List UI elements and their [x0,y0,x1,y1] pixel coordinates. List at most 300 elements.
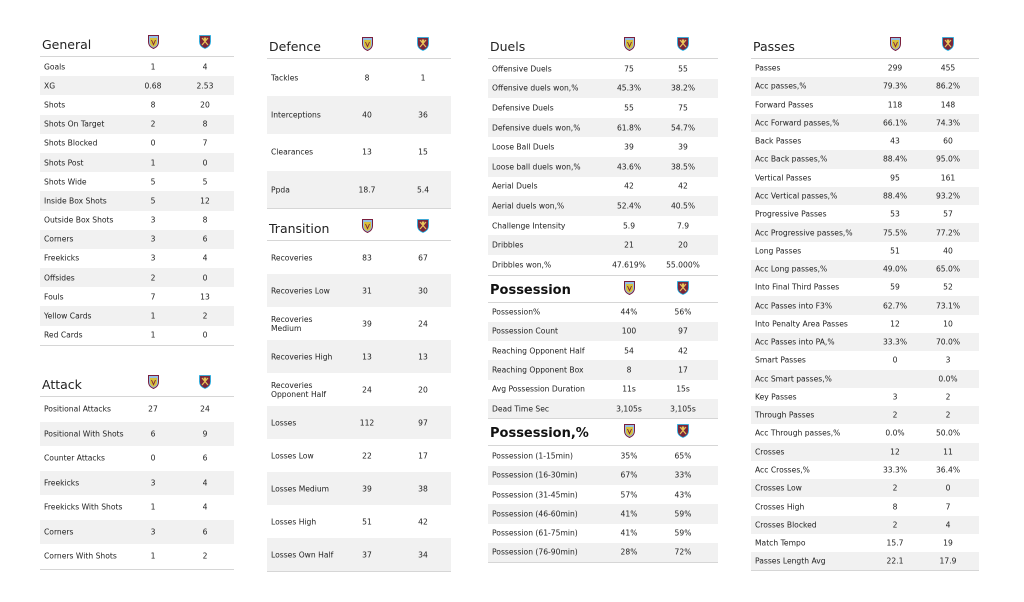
table-row [267,373,451,406]
stat-label: Shots On Target [44,119,105,129]
table-row [40,230,234,249]
table-row [267,307,451,340]
away-value: 7 [945,502,951,511]
away-value: 8 [202,215,208,225]
away-value: 6 [202,453,208,463]
home-value: 0 [150,453,156,463]
table-row [751,150,979,168]
away-value: 4 [202,502,208,512]
away-value: 77.2% [935,228,961,238]
stat-label: Key Passes [755,392,797,402]
stat-label: Goals [44,62,66,72]
table-row [751,278,979,296]
table-row [40,268,234,287]
away-value: 95.0% [935,154,961,164]
stat-label: Inside Box Shots [44,196,107,206]
home-value: 8 [626,365,632,375]
home-value: 28% [620,547,638,557]
west-ham-crest-icon [942,36,953,50]
table-row [751,370,979,388]
section-bottom-divider [40,345,234,346]
home-value: 299 [887,63,903,73]
stat-label: Fouls [44,292,64,302]
away-value: 55.000% [666,260,700,270]
home-value: 88.4% [882,191,908,201]
stat-label: Long Passes [755,246,802,256]
section-title: Attack [42,377,82,392]
aston-villa-crest-icon [148,34,159,48]
table-row [751,333,979,351]
aston-villa-crest-icon [148,374,159,388]
column-4 [751,32,979,571]
column-3 [488,32,718,563]
away-value: 93.2% [935,191,961,201]
defence-header [267,32,451,58]
away-value: 36.4% [935,465,961,475]
table-row [488,360,718,379]
away-value: 33% [674,470,692,480]
home-value: 1 [150,502,156,512]
home-value: 39 [362,319,372,329]
away-value: 54.7% [670,123,696,133]
stat-label: Corners [44,234,74,244]
table-row [488,446,718,465]
attack-rows [40,397,234,569]
away-value: 30 [418,286,428,296]
table-row [751,461,979,479]
stat-label: Counter Attacks [44,453,105,463]
stat-label: Losses [271,418,297,428]
table-row [40,495,234,520]
stat-label: Crosses Low [755,483,802,493]
home-value: 7 [150,292,156,302]
stat-label: Dribbles won,% [492,260,552,270]
away-value: 42 [418,517,428,527]
away-value: 4 [202,478,208,488]
table-row [751,77,979,95]
home-value: 45.3% [616,83,642,93]
column-1 [40,30,234,570]
away-value: 56% [674,307,692,317]
stat-label: Acc Passes into PA,% [755,337,835,347]
away-value: 42 [678,181,688,191]
table-row [751,260,979,278]
table-row [751,443,979,461]
table-row [488,303,718,322]
home-value: 6 [150,429,156,439]
stat-label: Clearances [271,147,314,157]
home-value: 2 [892,483,898,493]
away-value: 67 [418,253,428,263]
table-row [40,446,234,471]
duels-rows [488,59,718,275]
away-value: 36 [418,110,428,120]
home-value: 39 [624,142,634,152]
table-row [751,315,979,333]
stat-label: Possession% [492,307,541,317]
passes-rows [751,59,979,570]
table-row [267,505,451,538]
home-value: 54 [624,346,634,356]
table-row [488,543,718,562]
home-value: 57% [620,490,638,500]
section-title: Defence [269,39,321,54]
away-value: 97 [418,418,428,428]
home-value: 40 [362,110,372,120]
home-value: 75.5% [882,228,908,238]
possession-rows [488,303,718,419]
stat-label: Crosses High [755,502,805,511]
attack-section [40,370,234,570]
table-row [751,59,979,77]
stat-label: Acc Back passes,% [755,154,828,164]
home-value: 95 [890,173,900,183]
stat-label: Challenge Intensity [492,221,566,231]
home-value: 47.619% [612,260,646,270]
home-value: 62.7% [882,301,908,311]
stat-label: Possession (61-75min) [492,528,578,538]
home-value: 2 [892,410,898,420]
table-row [40,172,234,191]
away-value: 148 [940,100,956,110]
table-row [267,171,451,208]
away-value: 3 [945,355,951,365]
away-value: 11 [943,447,953,457]
table-row [488,466,718,485]
away-value: 9 [202,429,208,439]
away-value: 2 [202,551,208,561]
home-value: 66.1% [882,118,908,128]
stat-label: Losses Own Half [271,550,334,560]
stat-label: Recoveries High [271,352,333,362]
home-value: 27 [148,404,158,414]
stat-label: Acc Progressive passes,% [755,228,853,238]
home-value: 75 [624,64,634,74]
home-value: 55 [624,103,634,113]
home-value: 2 [150,119,156,129]
away-value: 0 [202,273,208,283]
stat-label: Forward Passes [755,100,814,110]
stat-label: Acc Smart passes,% [755,374,832,384]
aston-villa-crest-icon [624,36,635,50]
away-value: 1 [420,73,426,83]
away-value: 161 [940,173,956,183]
away-value: 55 [678,64,688,74]
home-value: 44% [620,307,638,317]
stat-label: Possession (1-15min) [492,451,573,461]
table-row [40,422,234,447]
home-value: 118 [887,100,903,110]
stat-label: Offsides [44,273,75,283]
table-row [488,504,718,523]
possession-section [488,276,718,420]
home-value: 33.3% [882,465,908,475]
table-row [751,132,979,150]
section-title: Possession [490,282,571,298]
away-value: 74.3% [935,118,961,128]
stat-label: Shots [44,100,66,110]
home-value: 0.0% [885,428,905,438]
table-row [488,98,718,118]
away-value: 59% [674,509,692,519]
home-value: 79.3% [882,81,908,91]
section-bottom-divider [267,571,451,572]
section-title: Possession,% [490,426,589,442]
stat-label: Into Final Third Passes [755,282,840,292]
stat-label: Recoveries Opponent Half [271,380,327,399]
table-row [751,516,979,534]
home-value: 3,105s [616,404,642,414]
away-value: 7 [202,138,208,148]
table-row [40,287,234,306]
west-ham-crest-icon [417,36,428,50]
away-value: 15 [418,147,428,157]
home-value: 8 [150,100,156,110]
away-value: 6 [202,527,208,537]
table-row [751,114,979,132]
home-value: 24 [362,385,372,395]
home-value: 41% [620,528,638,538]
stat-label: Passes Length Avg [755,556,826,566]
stat-label: Acc Crosses,% [755,465,810,475]
table-row [488,485,718,504]
home-value: 3 [150,527,156,537]
table-row [40,76,234,95]
stat-label: Into Penalty Area Passes [755,319,848,329]
transition-section [267,214,451,572]
table-row [488,59,718,79]
section-title: Duels [490,39,526,54]
home-value: 5 [150,177,156,187]
home-value: 12 [890,319,900,329]
table-row [488,255,718,275]
home-value: 8 [364,73,370,83]
stat-label: Possession (16-30min) [492,470,578,480]
column-2 [267,32,451,572]
home-value: 41% [620,509,638,519]
away-value: 40.5% [670,201,696,211]
west-ham-crest-icon [199,34,210,48]
home-value: 52.4% [616,201,642,211]
table-row [40,520,234,545]
table-row [751,187,979,205]
table-row [40,211,234,230]
away-value: 42 [678,346,688,356]
stat-label: Outside Box Shots [44,215,114,225]
aston-villa-crest-icon [362,36,373,50]
table-row [751,497,979,515]
table-row [40,134,234,153]
stat-label: Recoveries Medium [271,314,313,333]
away-value: 52 [943,282,953,292]
stat-label: Loose Ball Duels [492,142,555,152]
section-bottom-divider [751,570,979,571]
home-value: 59 [890,282,900,292]
stat-label: Positional With Shots [44,429,124,439]
home-value: 43.6% [616,162,642,172]
home-value: 3 [892,392,898,402]
table-row [488,235,718,255]
table-row [267,472,451,505]
stat-label: Defensive duels won,% [492,123,581,133]
aston-villa-crest-icon [624,423,635,437]
table-row [488,157,718,177]
away-value: 6 [202,234,208,244]
away-value: 19 [943,538,953,548]
general-section [40,30,234,348]
table-row [267,439,451,472]
away-value: 20 [418,385,428,395]
away-value: 2 [202,311,208,321]
stat-label: Yellow Cards [44,311,92,321]
away-value: 2 [945,392,951,402]
home-value: 22.1 [886,556,904,566]
home-value: 13 [362,352,372,362]
stat-label: Losses Low [271,451,314,461]
stat-label: Possession (76-90min) [492,547,578,557]
table-row [267,59,451,96]
table-row [40,57,234,76]
section-title: Transition [269,221,330,237]
home-value: 22 [362,451,372,461]
home-value: 67% [620,470,638,480]
away-value: 20 [200,100,210,110]
home-value: 1 [150,311,156,321]
stat-label: Vertical Passes [755,173,812,183]
stat-label: Losses High [271,517,317,527]
table-row [40,397,234,422]
table-row [751,223,979,241]
table-row [751,96,979,114]
table-row [488,177,718,197]
stat-label: Crosses [755,447,785,457]
away-value: 39 [678,142,688,152]
home-value: 31 [362,286,372,296]
stat-label: Dead Time Sec [492,404,550,414]
stat-label: Back Passes [755,136,802,146]
home-value: 13 [362,147,372,157]
home-value: 51 [890,246,900,256]
transition-header [267,214,451,240]
defence-rows [267,59,451,208]
stat-label: XG [44,81,56,91]
table-row [751,351,979,369]
table-row [40,95,234,114]
stat-label: Match Tempo [755,538,806,548]
home-value: 2 [892,520,898,530]
home-value: 3 [150,234,156,244]
home-value: 3 [150,478,156,488]
away-value: 17 [678,365,688,375]
home-value: 12 [890,447,900,457]
away-value: 0.0% [938,374,958,384]
section-bottom-divider [267,208,451,209]
home-value: 33.3% [882,337,908,347]
away-value: 8 [202,119,208,129]
aston-villa-crest-icon [362,218,373,232]
stat-label: Shots Post [44,158,84,168]
table-row [267,134,451,171]
away-value: 20 [678,240,688,250]
table-row [267,274,451,307]
aston-villa-crest-icon [890,36,901,50]
possession-pct-header [488,419,718,445]
away-value: 7.9 [676,221,690,231]
stat-label: Dribbles [492,240,524,250]
home-value: 42 [624,181,634,191]
home-value: 112 [359,418,375,428]
away-value: 97 [678,326,688,336]
table-row [751,552,979,570]
transition-rows [267,241,451,571]
away-value: 34 [418,550,428,560]
away-value: 2 [945,410,951,420]
stat-label: Recoveries [271,253,313,263]
away-value: 12 [200,196,210,206]
table-row [40,191,234,210]
stat-label: Acc Through passes,% [755,428,841,438]
stat-label: Losses Medium [271,484,330,494]
stat-label: Freekicks [44,253,80,263]
away-value: 3,105s [670,404,696,414]
table-row [40,249,234,268]
away-value: 10 [943,319,953,329]
home-value: 15.7 [886,538,904,548]
home-value: 1 [150,62,156,72]
west-ham-crest-icon [677,36,688,50]
table-row [488,196,718,216]
home-value: 37 [362,550,372,560]
home-value: 8 [892,502,898,511]
away-value: 4 [945,520,951,530]
stat-label: Red Cards [44,330,83,340]
table-row [751,479,979,497]
stat-label: Offensive Duels [492,64,552,74]
table-row [40,471,234,496]
away-value: 5 [202,177,208,187]
table-row [751,169,979,187]
stat-label: Corners With Shots [44,551,117,561]
stat-label: Aerial duels won,% [492,201,565,211]
stat-label: Recoveries Low [271,286,330,296]
home-value: 88.4% [882,154,908,164]
away-value: 40 [943,246,953,256]
away-value: 50.0% [935,428,961,438]
section-title: Passes [753,39,795,54]
away-value: 0 [202,330,208,340]
away-value: 65% [674,451,692,461]
home-value: 2 [150,273,156,283]
away-value: 13 [200,292,210,302]
west-ham-crest-icon [199,374,210,388]
possession-pct-section [488,419,718,563]
passes-section [751,32,979,571]
table-row [488,322,718,341]
stat-label: Freekicks With Shots [44,502,123,512]
table-row [488,399,718,418]
away-value: 70.0% [935,337,961,347]
home-value: 18.7 [358,185,376,195]
table-row [267,340,451,373]
away-value: 57 [943,209,953,219]
stat-label: Shots Wide [44,177,87,187]
stat-label: Possession (31-45min) [492,490,578,500]
table-row [488,524,718,543]
away-value: 59% [674,528,692,538]
table-row [40,153,234,172]
table-row [751,406,979,424]
stat-label: Reaching Opponent Half [492,346,585,356]
